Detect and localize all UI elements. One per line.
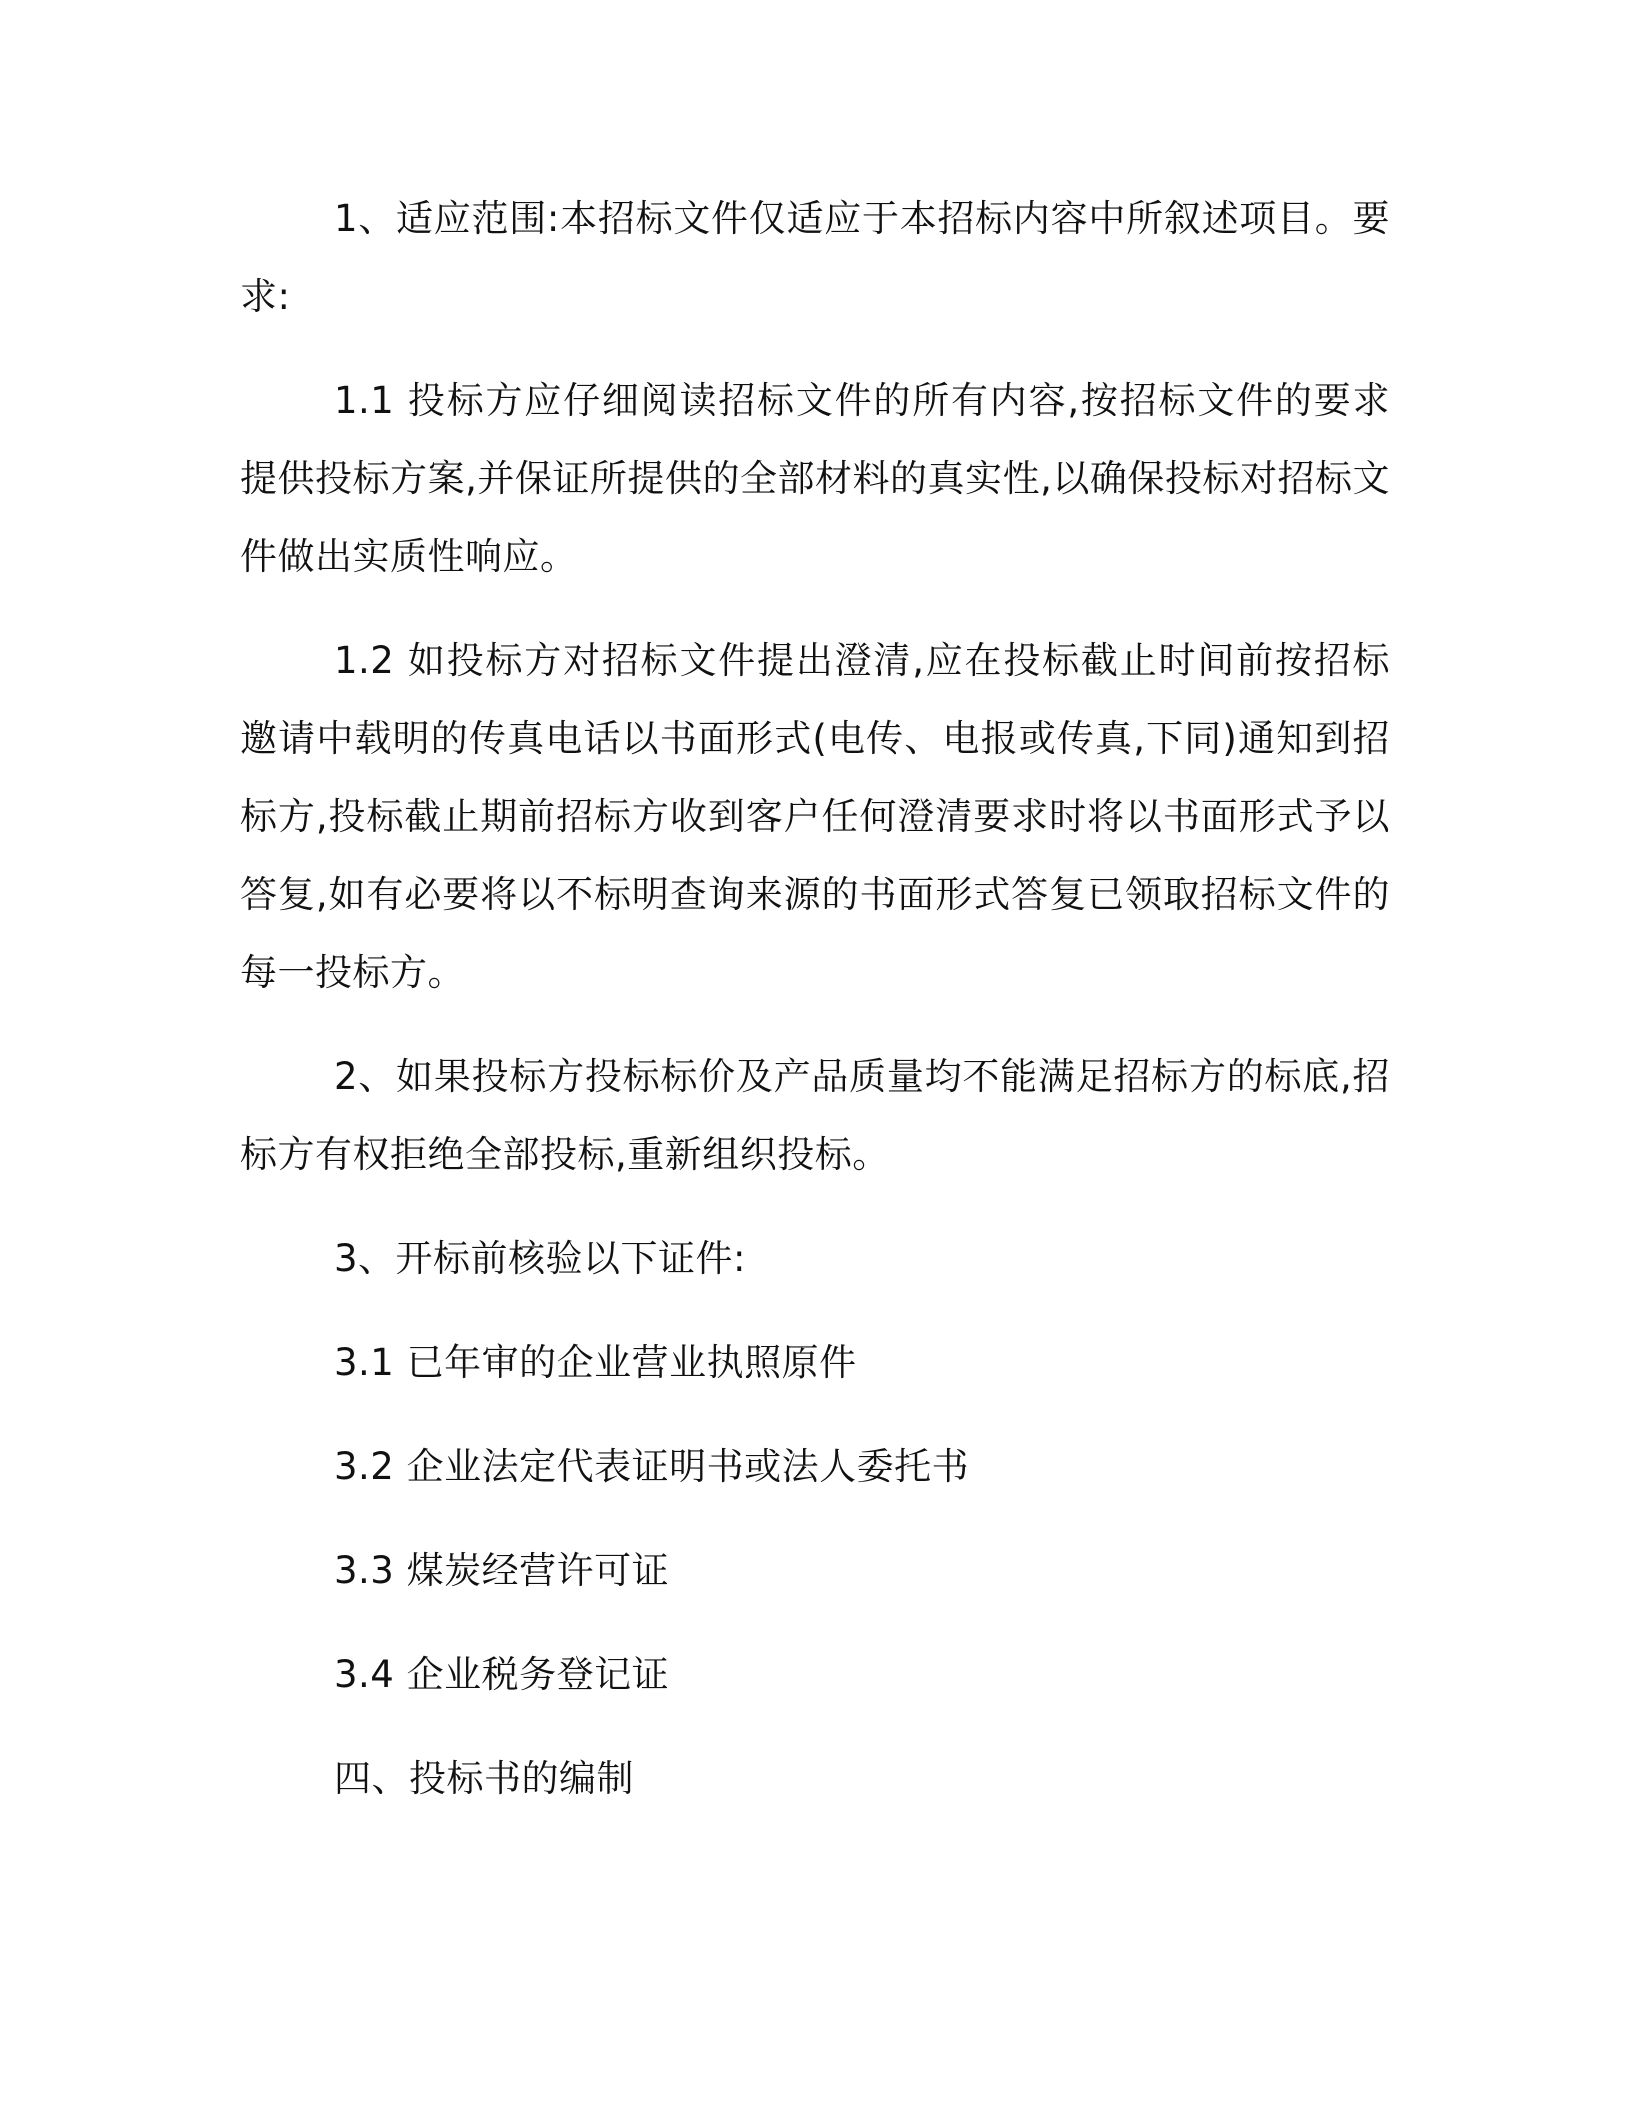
paragraph-3: 3、开标前核验以下证件: <box>334 1237 747 1280</box>
paragraph-1-1: 1.1 投标方应仔细阅读招标文件的所有内容,按招标文件的要求提供投标方案,并保证所提供的全部材料的真实性,以确保投标对招标文件做出实质性响应。 <box>240 379 1390 578</box>
paragraph-1-2: 1.2 如投标方对招标文件提出澄清,应在投标截止时间前按招标邀请中载明的传真电话以书面形式(电传、电报或传真,下同)通知到招标方,投标截止期前招标方收到客户任何澄清要求时将以书面形式予以答复,如有必要将以不标明查询来源的书面形式答复已领取招标文件的每一投标方。 <box>240 639 1390 994</box>
paragraph-3-4: 3.4 企业税务登记证 <box>334 1653 670 1696</box>
paragraph-3-1: 3.1 已年审的企业营业执照原件 <box>334 1341 857 1384</box>
section-heading-4: 四、投标书的编制 <box>334 1757 634 1800</box>
paragraph-2: 2、如果投标方投标标价及产品质量均不能满足招标方的标底,招标方有权拒绝全部投标,重新组织投标。 <box>240 1055 1390 1176</box>
paragraph-3-3: 3.3 煤炭经营许可证 <box>334 1549 670 1592</box>
paragraph-scope: 1、适应范围:本招标文件仅适应于本招标内容中所叙述项目。要求: <box>240 197 1390 318</box>
document-body <box>240 180 1390 1844</box>
paragraph-3-2: 3.2 企业法定代表证明书或法人委托书 <box>334 1445 970 1488</box>
